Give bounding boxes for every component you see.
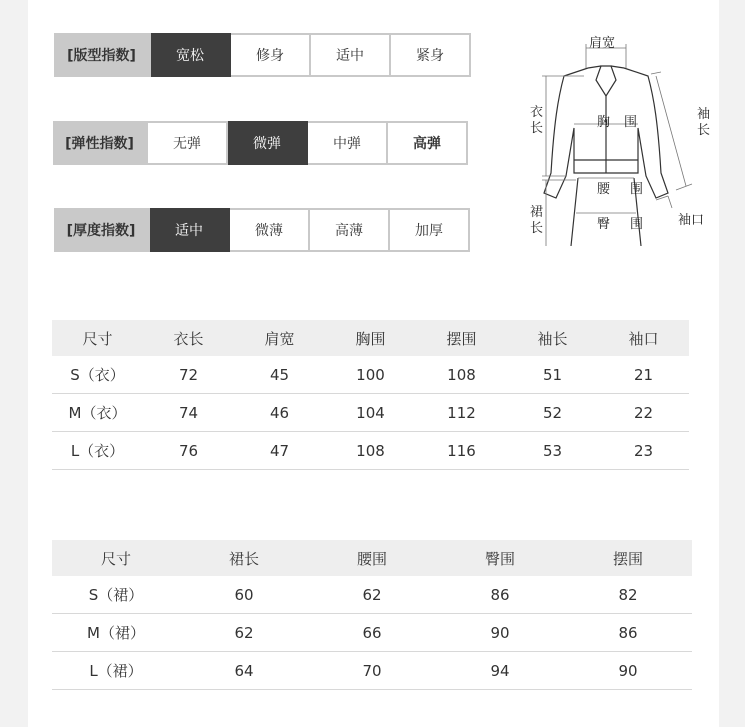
fit-option-slim: 修身 [231, 33, 311, 77]
fit-index-row [54, 33, 471, 77]
table-cell: 86 [564, 614, 692, 652]
table-cell: 82 [564, 576, 692, 614]
table-cell: 76 [143, 432, 234, 470]
length-label-1: 衣 [530, 105, 544, 120]
waist-label-2: 围 [630, 182, 644, 197]
header-hem: 摆围 [564, 540, 692, 576]
thickness-option-very-thin: 高薄 [310, 208, 390, 252]
table-header-row [52, 540, 692, 576]
table-cell: 90 [436, 614, 564, 652]
thickness-option-thin: 微薄 [230, 208, 310, 252]
elasticity-option-high: 高弹 [388, 121, 468, 165]
measurement-diagram [496, 28, 711, 253]
elasticity-index-label: [弹性指数] [53, 121, 148, 165]
thickness-option-medium: 适中 [150, 208, 230, 252]
table-cell: 62 [308, 576, 436, 614]
elasticity-option-medium: 中弹 [308, 121, 388, 165]
table-cell: 108 [416, 356, 507, 394]
table-cell: 22 [598, 394, 689, 432]
table-cell: 51 [507, 356, 598, 394]
table-cell: 72 [143, 356, 234, 394]
length-label-2: 长 [530, 121, 544, 136]
table-row [52, 356, 689, 394]
table-header-row [52, 320, 689, 356]
table-cell: 70 [308, 652, 436, 690]
header-size: 尺寸 [52, 540, 180, 576]
table-cell: L（裙） [52, 652, 180, 690]
table-cell: 112 [416, 394, 507, 432]
table-cell: 66 [308, 614, 436, 652]
table-cell: 94 [436, 652, 564, 690]
header-hip: 臀围 [436, 540, 564, 576]
table-cell: 53 [507, 432, 598, 470]
waist-label-1: 腰 [597, 182, 611, 197]
header-skirt-length: 裙长 [180, 540, 308, 576]
header-shoulder: 肩宽 [234, 320, 325, 356]
elasticity-index-row [53, 121, 468, 165]
chest-label-1: 胸 [597, 115, 611, 130]
table-row [52, 652, 692, 690]
header-sleeve: 袖长 [507, 320, 598, 356]
table-cell: 108 [325, 432, 416, 470]
elasticity-option-none: 无弹 [148, 121, 228, 165]
thickness-index-label: [厚度指数] [54, 208, 150, 252]
table-cell: 47 [234, 432, 325, 470]
hip-label-1: 臀 [597, 217, 611, 232]
sleeve-label-2: 长 [697, 123, 711, 138]
fit-index-label: [版型指数] [54, 33, 151, 77]
header-waist: 腰围 [308, 540, 436, 576]
header-cuff: 袖口 [598, 320, 689, 356]
table-cell: 86 [436, 576, 564, 614]
fit-option-tight: 紧身 [391, 33, 471, 77]
table-cell: 46 [234, 394, 325, 432]
elasticity-option-slight: 微弹 [228, 121, 308, 165]
cuff-label: 袖口 [678, 213, 705, 228]
table-row [52, 576, 692, 614]
table-cell: 62 [180, 614, 308, 652]
table-cell: M（裙） [52, 614, 180, 652]
header-chest: 胸围 [325, 320, 416, 356]
header-length: 衣长 [143, 320, 234, 356]
header-hem: 摆围 [416, 320, 507, 356]
thickness-index-row [54, 208, 470, 252]
chest-label-2: 围 [624, 115, 638, 130]
fit-option-regular: 适中 [311, 33, 391, 77]
table-cell: 52 [507, 394, 598, 432]
table-cell: 45 [234, 356, 325, 394]
size-sheet [28, 0, 719, 727]
table-cell: M（衣） [52, 394, 143, 432]
table-cell: 116 [416, 432, 507, 470]
hip-label-2: 围 [630, 217, 644, 232]
skirt-length-label-1: 裙 [530, 205, 544, 220]
table-cell: 23 [598, 432, 689, 470]
table-cell: 90 [564, 652, 692, 690]
fit-option-loose: 宽松 [151, 33, 231, 77]
table-cell: S（衣） [52, 356, 143, 394]
table-row [52, 614, 692, 652]
table-cell: 60 [180, 576, 308, 614]
table-cell: 21 [598, 356, 689, 394]
sleeve-label-1: 袖 [697, 107, 711, 122]
table-cell: 100 [325, 356, 416, 394]
table-cell: 64 [180, 652, 308, 690]
shoulder-width-label: 肩宽 [589, 36, 616, 51]
table-cell: L（衣） [52, 432, 143, 470]
table-cell: 74 [143, 394, 234, 432]
thickness-option-thick: 加厚 [390, 208, 470, 252]
top-size-table [52, 320, 689, 470]
table-cell: S（裙） [52, 576, 180, 614]
skirt-size-table [52, 540, 692, 690]
header-size: 尺寸 [52, 320, 143, 356]
table-row [52, 432, 689, 470]
table-row [52, 394, 689, 432]
table-cell: 104 [325, 394, 416, 432]
skirt-length-label-2: 长 [530, 221, 544, 236]
